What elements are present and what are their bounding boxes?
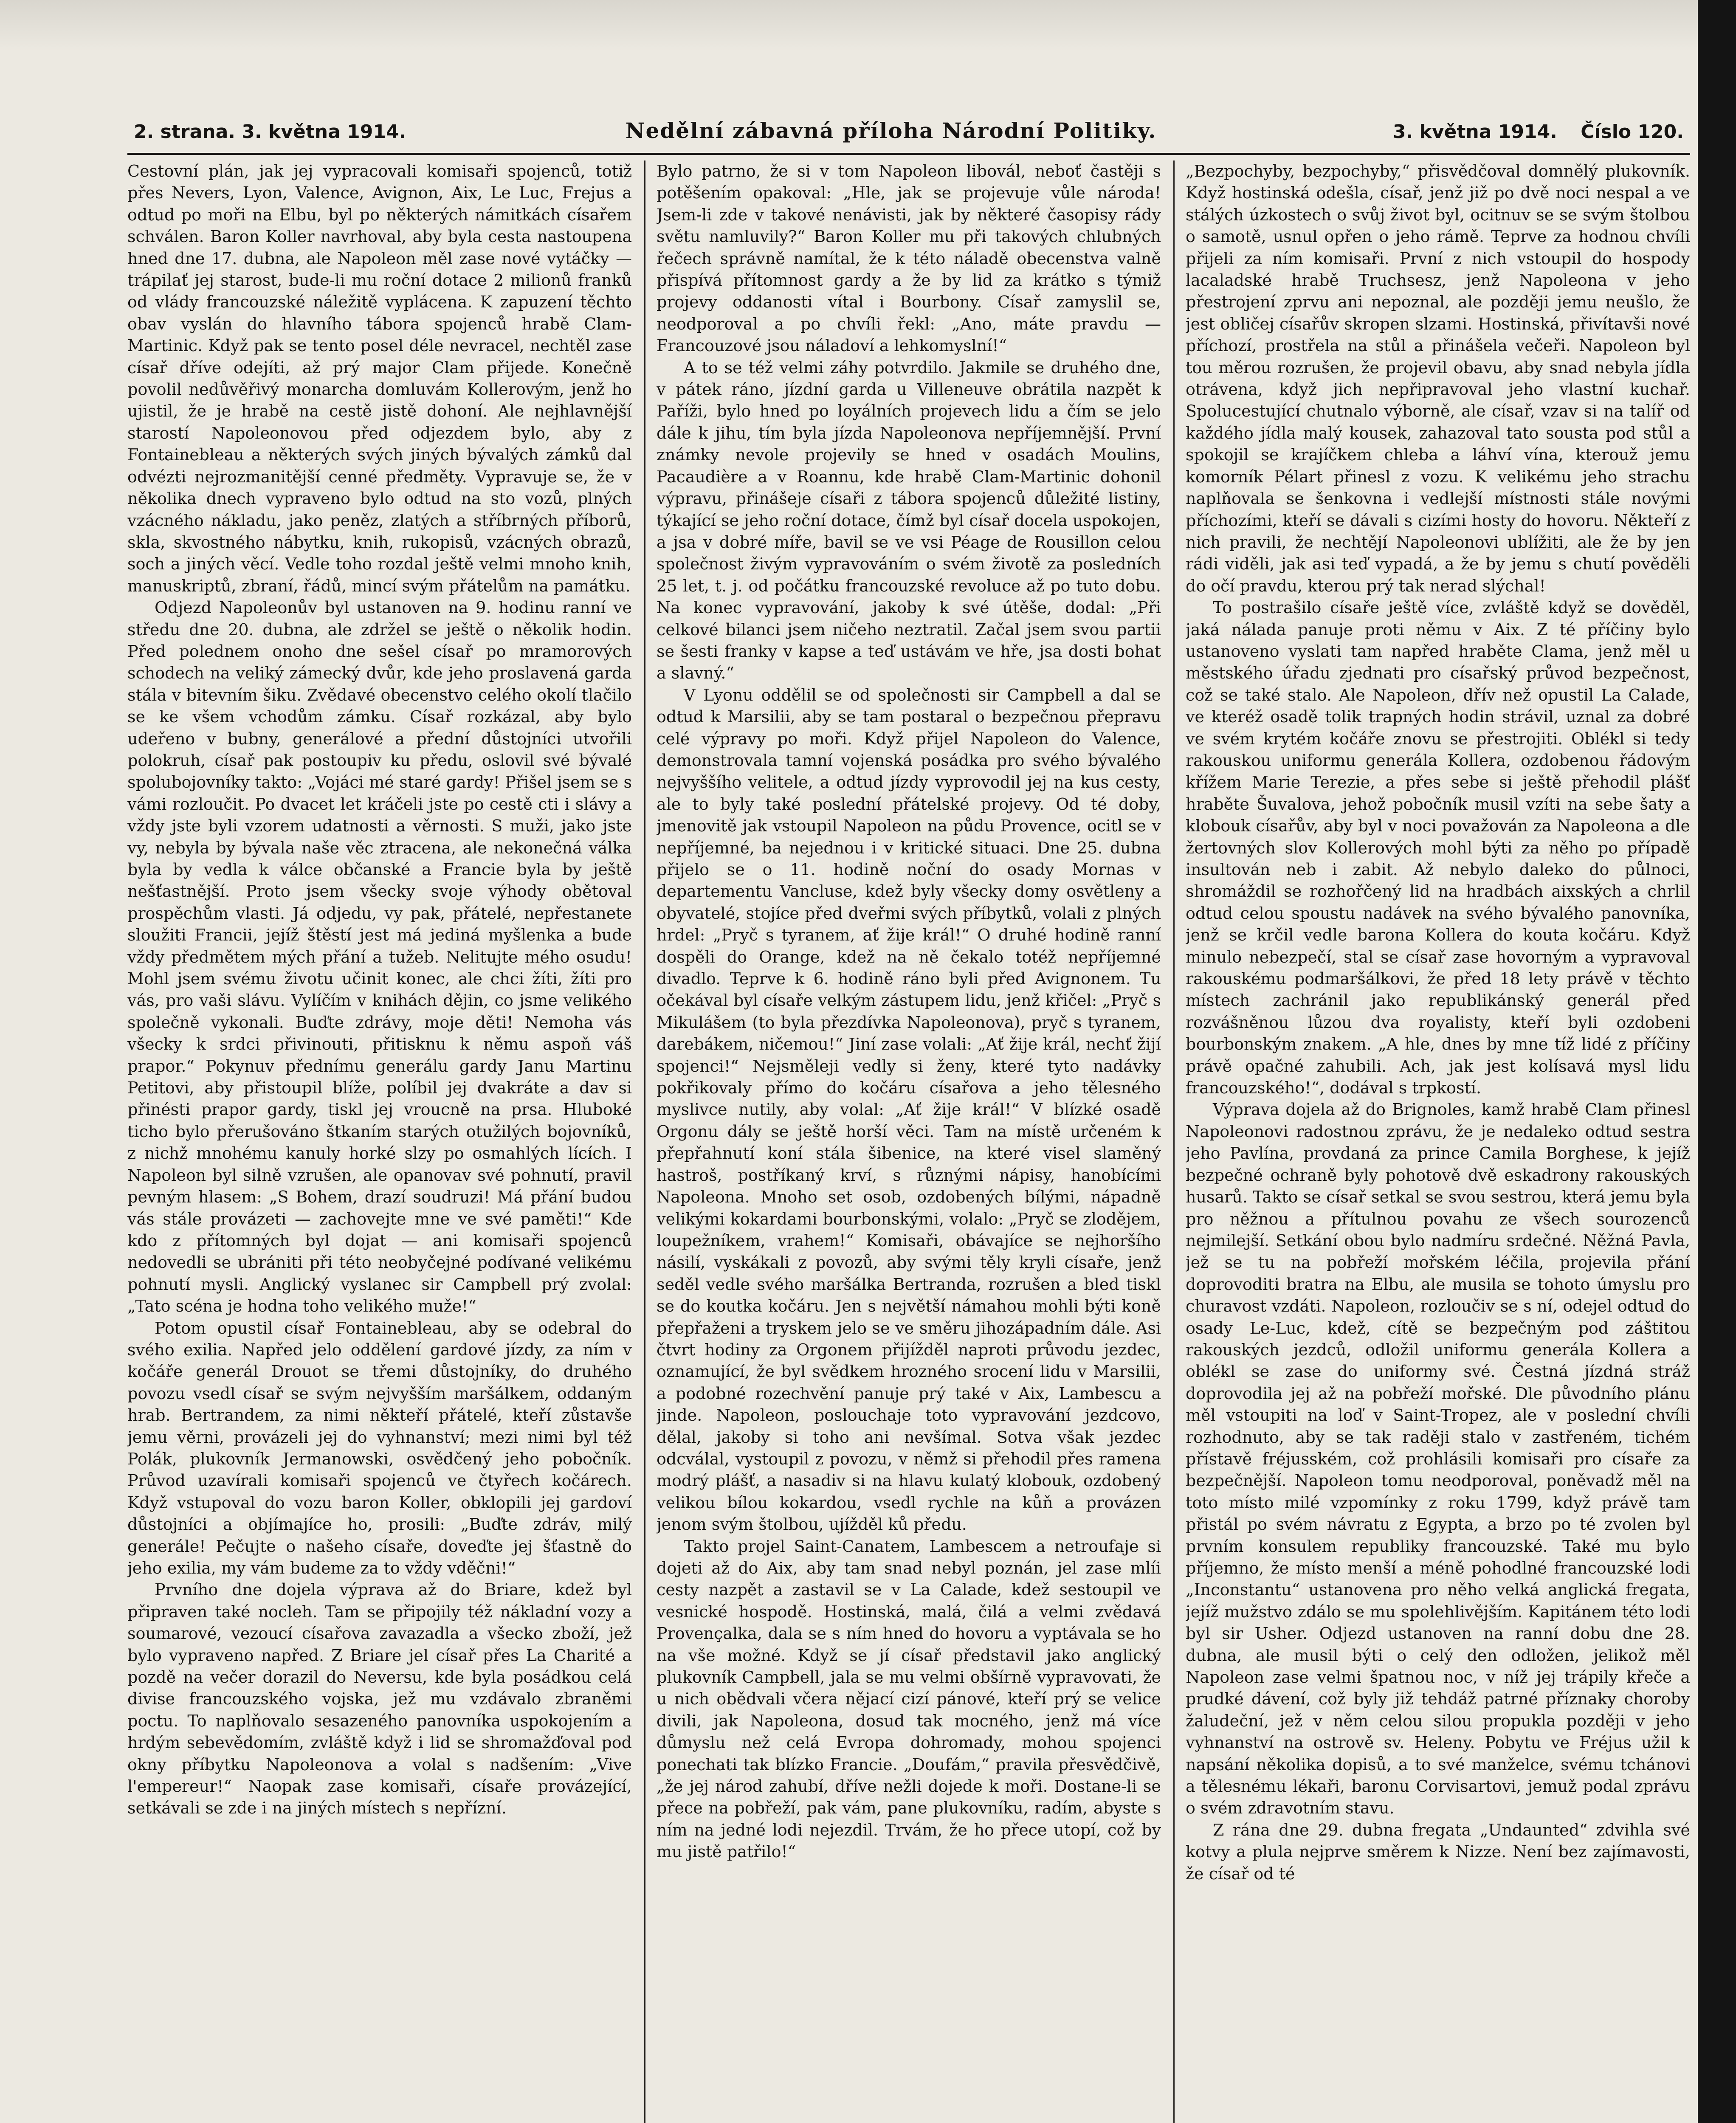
- header-rule: [127, 153, 1690, 155]
- column-1: [127, 160, 632, 2123]
- scan-top-edge: [0, 0, 1736, 51]
- paragraph: Takto projel Saint-Canatem, Lambescem a netroufaje si dojeti až do Aix, aby tam snad nebyl poznán, jel zase mlíi cesty nazpět a zastavil se v La Calade, kdež sestoupil ve vesnické hospodě. Hostinská, malá, čilá a velmi zvědavá Provençalka, dala se s ním hned do hovoru a vyptávala se ho na vše možné. Když se jí císař představil jako anglický plukovník Campbell, jala se mu velmi obšírně vypravovati, že u nich obědvali včera nějací cizí pánové, kteří prý se velice divili, jak Napoleona, dosud tak mocného, jenž má více důmyslu než celá Evropa dohromady, mohou spojenci ponechati tak blízko Francie. „Doufám,“ pravila přesvědčivě, „že jej národ zahubí, dříve nežli dojede k moři. Dostane-li se přece na pobřeží, pak vám, pane plukovníku, radím, abyste s ním na jedné lodi nejezdil. Trvám, že ho přece utopí, což by mu jistě patřilo!“: [657, 1537, 1161, 1861]
- paragraph: Bylo patrno, že si v tom Napoleon libovál, neboť častěji s potěšením opakoval: „Hle, jak se projevuje vůle národa! Jsem-li zde v takové nenávisti, jak by některé časopisy rády světu namluvily?“ Baron Koller mu při takových chlubných řečech správně namítal, že k této náladě obecenstva valně přispívá přítomnost gardy a že by lid za krátko s týmiž projevy oddanosti vítal i Bourbony. Císař zamyslil se, neodporoval a po chvíli řekl: „Ano, máte pravdu — Francouzové jsou náladoví a lehkomyslní!“: [657, 162, 1161, 355]
- header-issue-info: [1376, 121, 1684, 143]
- column-divider: [1173, 160, 1175, 2123]
- paragraph: Potom opustil císař Fontainebleau, aby se odebral do svého exilia. Napřed jelo oddělení gardové jízdy, za ním v kočáře generál Drouot se třemi důstojníky, do druhého povozu vsedl císař se svým nejvyšším maršálkem, oddaným hrab. Bertrandem, za nimi někteří přátelé, kteří zůstavše jemu věrni, provázeli jej do vyhnanství; mezi nimi byl též Polák, plukovník Jermanowski, osvědčený jeho pobočník. Průvod uzavírali komisaři spojenců ve čtyřech kočárech. Když vstupoval do vozu baron Koller, obklopili jej gardoví důstojníci a objímajíce ho, prosili: „Buďte zdráv, milý generále! Pečujte o našeho císaře, doveďte jej šťastně do jeho exilia, my vám budeme za to vždy vděčni!“: [127, 1318, 632, 1577]
- column-3: [1186, 160, 1690, 2123]
- paragraph: Z rána dne 29. dubna fregata „Undaunted“ zdvihla své kotvy a plula nejprve směrem k Nizze. Není bez zajímavosti, že císař od té: [1186, 1820, 1690, 1883]
- paragraph: „Bezpochyby, bezpochyby,“ přisvědčoval domnělý plukovník. Když hostinská odešla, císař, jenž již po dvě noci nespal a ve stálých úzkostech o svůj život byl, ocitnuv se se svým štolbou o samotě, usnul opřen o jeho rámě. Teprve za hodnou chvíli přijeli za ním komisaři. První z nich vstoupil do hospody lacaladské hrabě Truchsesz, jenž Napoleona v jeho přestrojení zprvu ani nepoznal, ale později jemu neušlo, že jest obličej císařův skropen slzami. Hostinská, přivítavši nové příchozí, prostřela na stůl a přinášela večeři. Napoleon byl tou měrou rozrušen, že projevil obavu, aby snad nebyla jídla otrávena, když jich nepřipravoval jeho vlastní kuchař. Spolucestující chutnalo výborně, ale císař, vzav si na talíř od každého jídla malý kousek, zahazoval tato sousta pod stůl a spokojil se krajíčkem chleba a láhví vína, kterouž jemu komorník Pélart přinesl z vozu. K velikému jeho strachu naplňovala se šenkovna i vedlejší místnosti stále novými příchozími, kteří se dávali s cizími hosty do hovoru. Někteří z nich pravili, že nechtějí Napoleonovi ublížiti, ale že by jen rádi viděli, jak asi teď vypadá, a že by jemu s chutí pověděli do očí pravdu, kterou prý tak nerad slýchal!: [1186, 162, 1690, 595]
- header-date: 3. května 1914.: [1392, 121, 1557, 143]
- paragraph: Cestovní plán, jak jej vypracovali komisaři spojenců, totiž přes Nevers, Lyon, Valence, Avignon, Aix, Le Luc, Frejus a odtud po moři na Elbu, byl po některých námitkách císařem schválen. Baron Koller navrhoval, aby byla cesta nastoupena hned dne 17. dubna, ale Napoleon měl zase nové vytáčky — trápilať jej starost, bude-li mu roční dotace 2 milionů franků od vlády francouzské náležitě vyplácena. K zapuzení těchto obav vyslán do hlavního tábora spojenců hrabě Clam-Martinic. Když pak se tento posel déle nevracel, nechtěl zase císař dříve odejíti, až prý major Clam přijede. Konečně povolil nedůvěřivý monarcha domluvám Kollerovým, jenž ho ujistil, že je hrabě na cestě jistě dohoní. Ale nejhlavnější starostí Napoleonovou před odjezdem bylo, aby z Fontainebleau a některých svých jiných bývalých zámků dal odvézti nejrozmanitější cenné předměty. Vypravuje se, že v několika dnech vypraveno bylo odtud na sto vozů, plných vzácného nákladu, jako peněz, zlatých a stříbrných příborů, skla, skvostného nábytku, knih, rukopisů, vzácných obrazů, soch a jiných věcí. Vedle toho rozdal ještě velmi mnoho knih, manuskriptů, zbraní, řádů, mincí svým přátelům na památku.: [127, 162, 632, 595]
- article-columns: [127, 160, 1690, 2123]
- column-divider: [644, 160, 645, 2123]
- header-publication-title: Nedělní zábavná příloha Národní Politiky.: [625, 118, 1157, 143]
- scan-right-edge: [1698, 0, 1736, 2123]
- header-page-and-date: 2. strana. 3. května 1914.: [134, 121, 406, 143]
- paragraph: Odjezd Napoleonův byl ustanoven na 9. hodinu ranní ve středu dne 20. dubna, ale zdržel se ještě o několik hodin. Před polednem onoho dne sešel císař po mramorových schodech na veliký zámecký dvůr, kde jeho proslavená garda stála v bitevním šiku. Zvědavé obecenstvo celého okolí tlačilo se ke všem vchodům zámku. Císař rozkázal, aby bylo udeřeno v bubny, generálové a přední důstojníci utvořili polokruh, císař pak postoupiv ku předu, oslovil své bývalé spolubojovníky takto: „Vojáci mé staré gardy! Přišel jsem se s vámi rozloučit. Po dvacet let kráčeli jste po cestě cti i slávy a vždy jste byli vzorem udatnosti a věrnosti. S muži, jako jste vy, nebyla by bývala naše věc ztracena, ale nekonečná válka byla by vedla k válce občanské a Francie byla by ještě nešťastnější. Proto jsem všecky svoje výhody obětoval prospěchům vlasti. Já odjedu, vy pak, přátelé, nepřestanete sloužiti Francii, jejíž štěstí jest má jediná myšlenka a bude vždy předmětem mých přání a tužeb. Nelitujte mého osudu! Mohl jsem svému životu učinit konec, ale chci žíti, žíti pro vás, pro vaši slávu. Vylíčím v knihách dějin, co jsme velikého společně vykonali. Buďte zdrávy, moje děti! Nemoha vás všecky k srdci přivinouti, přitisknu k němu aspoň váš prapor.“ Pokynuv přednímu generálu gardy Janu Martinu Petitovi, aby přistoupil blíže, políbil jej dvakráte a dav si přinésti prapor gardy, tiskl jej vroucně na prsa. Hluboké ticho bylo přerušováno štkaním starých otužilých bojovníků, z nichž mnohému kanuly horké slzy po osmahlých lících. I Napoleon byl silně vzrušen, ale opanovav své pohnutí, pravil pevným hlasem: „S Bohem, drazí soudruzi! Má přání budou vás stále provázeti — zachovejte mne ve své paměti!“ Kde kdo z přítomných byl dojat — ani komisaři spojenců nedovedli se ubrániti při této neobyčejné podívané velikému pohnutí mysli. Anglický vyslanec sir Campbell prý zvolal: „Tato scéna je hodna toho velikého muže!“: [127, 598, 632, 1316]
- paragraph: Výprava dojela až do Brignoles, kamž hrabě Clam přinesl Napoleonovi radostnou zprávu, že je nedaleko odtud sestra jeho Pavlína, provdaná za prince Camila Borghese, k jejíž bezpečné ochraně byly pohotově dvě eskadrony rakouských husarů. Takto se císař setkal se svou sestrou, která jemu byla pro něžnou a přítulnou povahu ze všech sourozenců nejmilejší. Setkání obou bylo nadmíru srdečné. Něžná Pavla, jež se tu na pobřeží mořském léčila, projevila přání doprovoditi bratra na Elbu, ale musila se tohoto úmyslu pro churavost vzdáti. Napoleon, rozloučiv se s ní, odejel odtud do osady Le-Luc, kdež, cítě se bezpečným pod záštitou rakouských jezdců, odložil uniformu generála Kollera a oblékl se zase do uniformy své. Čestná jízdná stráž doprovodila jej až na pobřeží mořské. Dle původního plánu měl vstoupiti na loď v Saint-Tropez, ale v poslední chvíli rozhodnuto, aby se tak raději stalo v zastřeném, tichém přístavě fréjusském, což prohlásili komisaři pro císaře za bezpečnější. Napoleon tomu neodporoval, poněvadž měl na toto místo milé vzpomínky z roku 1799, když právě tam přistál po svém návratu z Egypta, a brzo po té zvolen byl prvním konsulem republiky francouzské. Také mu bylo příjemno, že místo menší a méně pohodlné francouzské lodi „Inconstantu“ ustanovena pro něho velká anglická fregata, jejíž mužstvo zdálo se mu spolehlivějším. Kapitánem této lodi byl sir Usher. Odjezd ustanoven na ranní dobu dne 28. dubna, ale musil býti o celý den odložen, jelikož měl Napoleon zase velmi špatnou noc, v níž jej trápily křeče a prudké dávení, což byly již tehdáž patrné příznaky choroby žaludeční, jež v něm celou silou propukla později v jeho vyhnanství na ostrově sv. Heleny. Pobytu ve Fréjus užil k napsání několika dopisů, a to své manželce, svému tchánovi a tělesnému lékaři, baronu Corvisartovi, jemuž podal zprávu o svém zdravotním stavu.: [1186, 1100, 1690, 1818]
- paragraph: Prvního dne dojela výprava až do Briare, kdež byl připraven také nocleh. Tam se připojily též nákladní vozy a soumarové, vezoucí císařova zavazadla a všecko zboží, jež bylo vypraveno napřed. Z Briare jel císař přes La Charité a pozdě na večer dorazil do Neversu, kde byla posádkou celá divise francouzského vojska, jež mu vzdávalo zbraněmi poctu. To naplňovalo sesazeného panovníka uspokojením a hrdým sebevědomím, zvláště když i lid se shromažďoval pod okny příbytku Napoleonova a volal s nadšením: „Vive l'empereur!“ Naopak zase komisaři, císaře provázející, setkávali se zde i na jiných místech s nepřízní.: [127, 1580, 632, 1818]
- paragraph: V Lyonu oddělil se od společnosti sir Campbell a dal se odtud k Marsilii, aby se tam postaral o bezpečnou přepravu celé výpravy po moři. Když přijel Napoleon do Valence, demonstrovala tamní vojenská posádka pro svého bývalého nejvyššího velitele, a odtud jízdy vyprovodil jej na kus cesty, ale to byly také poslední přátelské projevy. Od té doby, jmenovitě jak vstoupil Napoleon na půdu Provence, ocitl se v nepříjemné, ba nejednou i v kritické situaci. Dne 25. dubna přijelo se o 11. hodině noční do osady Mornas v departementu Vancluse, kdež byly všecky domy osvětleny a obyvatelé, stojíce před dveřmi svých příbytků, volali z plných hrdel: „Pryč s tyranem, ať žije král!“ O druhé hodině ranní dospěli do Orange, kdež na ně čekalo totéž nepříjemné divadlo. Teprve k 6. hodině ráno byli před Avignonem. Tu očekával byl císaře velkým zástupem lidu, jenž křičel: „Pryč s Mikulášem (to byla přezdívka Napoleonova), pryč s tyranem, darebákem, ničemou!“ Jiní zase volali: „Ať žije král, nechť žijí spojenci!“ Nejsměleji vedly si ženy, které tyto nadávky pokřikovaly přímo do kočáru císařova a jeho tělesného myslivce nutily, aby volal: „Ať žije král!“ V blízké osadě Orgonu dály se ještě horší věci. Tam na místě určeném k přepřahnutí koní stála šibenice, na které visel slaměný hastroš, postříkaný krví, s různými nápisy, hanobícími Napoleona. Mnoho set osob, ozdobených bílými, nápadně velikými kokardami bourbonskými, volalo: „Pryč se zlodějem, loupežníkem, vrahem!“ Komisaři, obávajíce se nejhoršího násilí, vyskákali z povozů, aby svými těly kryli císaře, jenž seděl vedle svého maršálka Bertranda, rozrušen a bled tiskl se do koutka kočáru. Jen s největší námahou mohli býti koně přepřaženi a tryskem jelo se ve směru jihozápadním dále. Asi čtvrt hodiny za Orgonem přijížděl naproti průvodu jezdec, oznamující, že byl svědkem hrozného srocení lidu v Marsilii, a podobné rozechvění panuje prý také v Aix, Lambescu a jinde. Napoleon, poslouchaje toto vypravování jezdcovo, dělal, jakoby si toho ani nevšímal. Sotva však jezdec odcválal, vystoupil z povozu, v němž si přehodil přes ramena modrý plášť, a nasadiv si na hlavu kulatý klobouk, ozdobený velikou bílou kokardou, vsedl rychle na kůň a provázen jenom svým štolbou, ujížděl ků předu.: [657, 685, 1161, 1534]
- header-issue-number: Číslo 120.: [1581, 121, 1684, 143]
- paragraph: A to se též velmi záhy potvrdilo. Jakmile se druhého dne, v pátek ráno, jízdní garda u Villeneuve obrátila nazpět k Paříži, bylo hned po loyálních projevech lidu a čím se jelo dále k jihu, tím byla jízda Napoleonova nepříjemnější. První známky nevole projevily se hned v osadách Moulins, Pacaudière a v Roannu, kde hrabě Clam-Martinic dohonil výpravu, přinášeje císaři z tábora spojenců důležité listiny, týkající se jeho roční dotace, čímž byl císař docela uspokojen, a jsa v dobré míře, bavil se ve vsi Péage de Rousillon celou společnost živým vypravováním o svém životě za posledních 25 let, t. j. od počátku francouzské revoluce až po tuto dobu. Na konec vypravování, jakoby k své útěše, dodal: „Při celkové bilanci jsem ničeho neztratil. Začal jsem svou partii se šesti franky v kapse a teď ustávám ve hře, jsa dosti bohat a slavný.“: [657, 358, 1161, 683]
- column-2: [657, 160, 1161, 2123]
- paragraph: To postrašilo císaře ještě více, zvláště když se dověděl, jaká nálada panuje proti němu v Aix. Z té příčiny bylo ustanoveno vyslati tam napřed hraběte Clama, jenž měl u městského úřadu zjednati pro císařský průvod bezpečnost, což se také stalo. Ale Napoleon, dřív než opustil La Calade, ve kteréž osadě tolik trapných hodin strávil, uznal za dobré ve svém krytém kočáře znovu se přestrojiti. Oblékl si tedy rakouskou uniformu generála Kollera, ozdobenou řádovým křížem Marie Terezie, a přes sebe si ještě přehodil plášť hraběte Šuvalova, jehož pobočník musil vzíti na sebe šaty a klobouk císařův, aby byl v noci považován za Napoleona a dle žertovných slov Kollerových mohl býti za něho po případě insultován neb i zabit. Až nebylo daleko do půlnoci, shromáždil se rozhořčený lid na hradbách aixských a chrlil odtud celou spoustu nadávek na svého bývalého panovníka, jenž se krčil vedle barona Kollera do kouta kočáru. Když minulo nebezpečí, stal se císař zase hovorným a vypravoval rakouskému podmaršálkovi, že před 18 lety právě v těchto místech zachránil jako republikánský generál před rozvášněnou lůzou dva royalisty, kteří byli ozdobeni bourbonským znakem. „A hle, dnes by mne tíž lidé z příčiny právě opačné zahubili. Ach, jak jest kolísavá mysl lidu francouzského!“, dodával s trpkostí.: [1186, 598, 1690, 1098]
- page-header: [134, 118, 1684, 148]
